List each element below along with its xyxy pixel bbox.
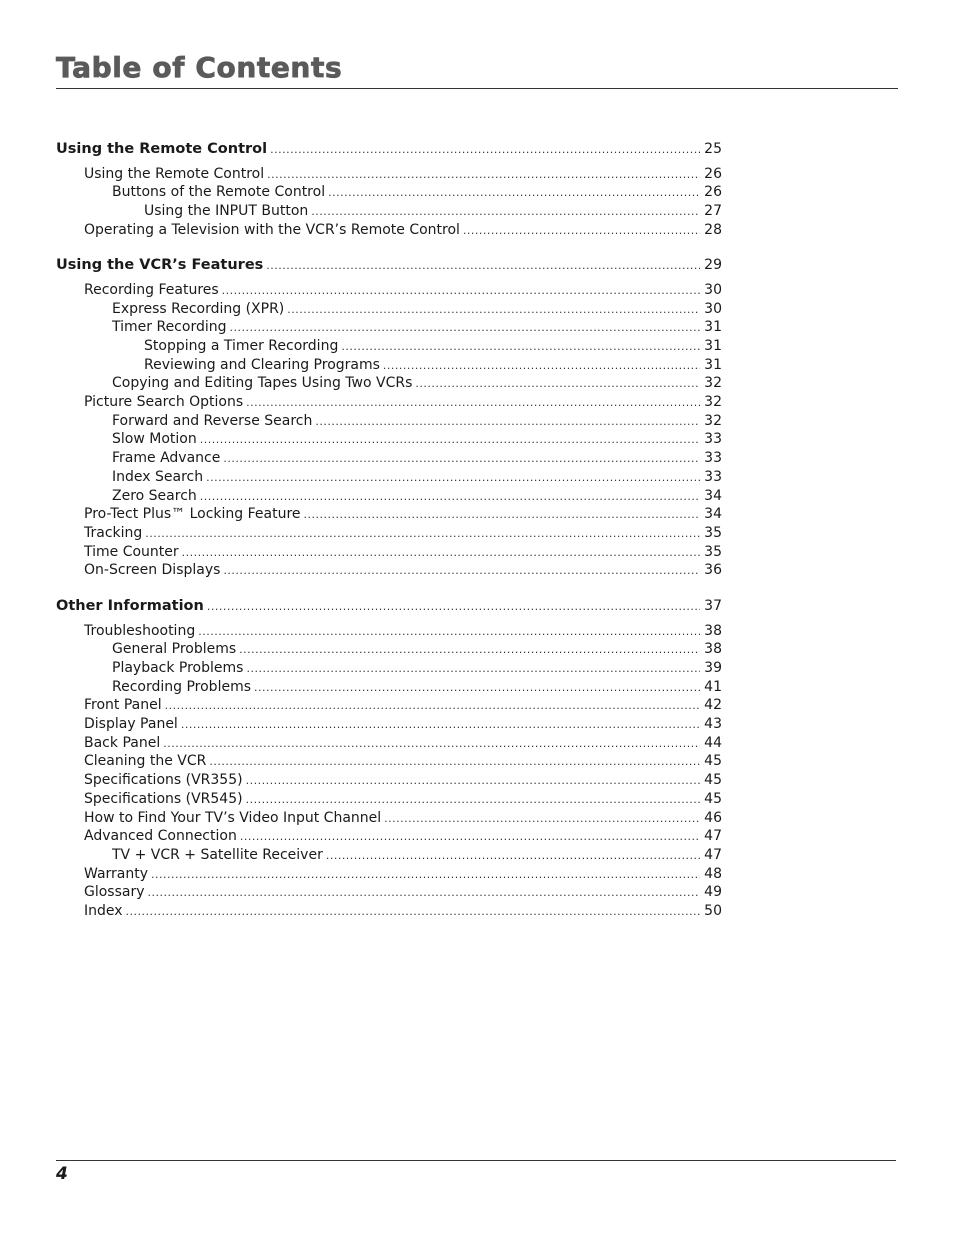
- toc-entry[interactable]: [112, 412, 722, 431]
- dot-leader: [239, 640, 700, 659]
- dot-leader: [181, 715, 700, 734]
- dot-leader: [223, 449, 700, 468]
- toc-entry-page: 46: [704, 809, 722, 826]
- toc-entry[interactable]: [84, 752, 722, 771]
- toc-section-heading[interactable]: [56, 256, 722, 275]
- toc-entry-page: 45: [704, 790, 722, 807]
- toc-entry[interactable]: [84, 165, 722, 184]
- dot-leader: [230, 318, 701, 337]
- toc-entry[interactable]: [84, 827, 722, 846]
- dot-leader: [223, 561, 700, 580]
- toc-entry-title: Specifications (VR545): [84, 790, 243, 807]
- toc-entry-page: 47: [704, 846, 722, 863]
- toc-entry[interactable]: [112, 678, 722, 697]
- toc-entry-title: Other Information: [56, 598, 204, 614]
- toc-entry-page: 34: [704, 487, 722, 504]
- toc-entry-title: Index Search: [112, 468, 204, 485]
- dot-leader: [198, 622, 700, 641]
- dot-leader: [311, 202, 700, 221]
- toc-entry-page: 25: [704, 141, 722, 157]
- toc-entry-page: 31: [704, 356, 722, 373]
- toc-section-heading[interactable]: [56, 597, 722, 616]
- toc-entry[interactable]: [84, 883, 722, 902]
- toc-entry-page: 47: [704, 828, 722, 845]
- toc-entry-page: 45: [704, 753, 722, 770]
- toc-entry-page: 33: [704, 450, 722, 467]
- toc-entry[interactable]: [84, 561, 722, 580]
- toc-entry-page: 29: [704, 257, 722, 274]
- toc-entry-page: 32: [704, 375, 722, 392]
- toc-entry[interactable]: [84, 543, 722, 562]
- toc-entry[interactable]: [84, 505, 722, 524]
- dot-leader: [463, 221, 700, 240]
- toc-entry-page: 26: [704, 165, 722, 182]
- toc-entry-title: Express Recording (XPR): [112, 300, 285, 317]
- toc-entry-title: Buttons of the Remote Control: [112, 184, 326, 201]
- dot-leader: [148, 883, 701, 902]
- toc-entry[interactable]: [84, 281, 722, 300]
- dot-leader: [182, 543, 701, 562]
- toc-entry-title: Frame Advance: [112, 450, 221, 467]
- toc-entry-title: Front Panel: [84, 697, 162, 714]
- dot-leader: [267, 165, 700, 184]
- toc-entry-title: On-Screen Displays: [84, 562, 221, 579]
- toc-entry[interactable]: [84, 622, 722, 641]
- toc-section-heading[interactable]: [56, 140, 722, 159]
- dot-leader: [287, 300, 700, 319]
- toc-entry[interactable]: [84, 393, 722, 412]
- toc-entry-title: Timer Recording: [112, 319, 227, 336]
- dot-leader: [200, 487, 700, 506]
- toc-entry-title: Tracking: [84, 524, 143, 541]
- toc-entry-title: Slow Motion: [112, 431, 197, 448]
- dot-leader: [246, 771, 701, 790]
- toc-entry[interactable]: [84, 734, 722, 753]
- toc-entry[interactable]: [112, 183, 722, 202]
- toc-entry-title: Playback Problems: [112, 659, 244, 676]
- toc-entry-title: Warranty: [84, 865, 149, 882]
- dot-leader: [328, 183, 700, 202]
- toc-entry-title: TV + VCR + Satellite Receiver: [112, 846, 323, 863]
- toc-entry-page: 44: [704, 734, 722, 751]
- toc-entry-title: How to Find Your TV’s Video Input Channel: [84, 809, 382, 826]
- toc-entry-page: 32: [704, 412, 722, 429]
- toc-entry-title: General Problems: [112, 641, 237, 658]
- toc-entry-page: 30: [704, 300, 722, 317]
- toc-entry[interactable]: [84, 809, 722, 828]
- dot-leader: [326, 846, 700, 865]
- dot-leader: [246, 393, 700, 412]
- toc-entry-page: 28: [704, 221, 722, 238]
- toc-entry-title: Using the INPUT Button: [144, 202, 309, 219]
- toc-entry-title: Back Panel: [84, 734, 161, 751]
- toc-entry[interactable]: [112, 468, 722, 487]
- toc-entry-title: Zero Search: [112, 487, 197, 504]
- toc-entry-title: Recording Problems: [112, 678, 252, 695]
- toc-entry-title: Using the Remote Control: [56, 141, 268, 157]
- toc-entry-page: 49: [704, 884, 722, 901]
- toc-entry[interactable]: [144, 202, 722, 221]
- toc-entry-title: Using the Remote Control: [84, 165, 265, 182]
- toc-entry[interactable]: [84, 524, 722, 543]
- toc-entry[interactable]: [112, 659, 722, 678]
- toc-entry[interactable]: [112, 449, 722, 468]
- dot-leader: [383, 356, 700, 375]
- toc-entry-title: Copying and Editing Tapes Using Two VCRs: [112, 375, 413, 392]
- dot-leader: [384, 809, 700, 828]
- toc-entry[interactable]: [112, 318, 722, 337]
- toc-entry-page: 37: [704, 598, 722, 614]
- toc-entry-title: Recording Features: [84, 281, 219, 298]
- toc-entry-title: Glossary: [84, 884, 145, 901]
- toc-entry[interactable]: [84, 696, 722, 715]
- toc-entry-title: Display Panel: [84, 716, 178, 732]
- toc-entry-page: 48: [704, 865, 722, 882]
- page-number: 4: [56, 1164, 68, 1184]
- toc-entry[interactable]: [84, 771, 722, 790]
- dot-leader: [246, 659, 700, 678]
- dot-leader: [209, 752, 700, 771]
- toc-entry-page: 35: [704, 543, 722, 560]
- toc-entry[interactable]: [84, 221, 722, 240]
- toc-entry-page: 35: [704, 524, 722, 541]
- toc-entry-title: Picture Search Options: [84, 394, 244, 410]
- toc-entry-page: 33: [704, 468, 722, 485]
- toc-entry-page: 43: [704, 716, 722, 732]
- dot-leader: [145, 524, 700, 543]
- toc-entry-title: Operating a Television with the VCR’s Remote Control: [84, 221, 460, 238]
- toc-entry-title: Advanced Connection: [84, 828, 237, 845]
- toc-entry[interactable]: [112, 846, 722, 865]
- dot-leader: [151, 865, 700, 884]
- toc-entry-page: 36: [704, 562, 722, 579]
- dot-leader: [341, 337, 700, 356]
- dot-leader: [126, 902, 701, 921]
- toc-entry[interactable]: [112, 300, 722, 319]
- toc-entry-page: 42: [704, 697, 722, 714]
- toc-entry-page: 31: [704, 319, 722, 336]
- footer-divider: [56, 1160, 896, 1161]
- toc-entry-title: Specifications (VR355): [84, 772, 243, 789]
- dot-leader: [163, 734, 700, 753]
- toc-entry-page: 32: [704, 394, 722, 410]
- dot-leader: [254, 678, 700, 697]
- dot-leader: [222, 281, 701, 300]
- toc-entry-page: 38: [704, 641, 722, 658]
- toc-entry[interactable]: [144, 337, 722, 356]
- dot-leader: [206, 468, 700, 487]
- toc-entry-page: 27: [704, 202, 722, 219]
- dot-leader: [304, 505, 701, 524]
- toc-entry[interactable]: [144, 356, 722, 375]
- dot-leader: [415, 374, 700, 393]
- toc-entry-page: 33: [704, 431, 722, 448]
- toc-entry-title: Cleaning the VCR: [84, 753, 207, 770]
- dot-leader: [165, 696, 701, 715]
- toc-entry[interactable]: [84, 902, 722, 921]
- toc-entry-title: Index: [84, 903, 123, 919]
- toc-entry-title: Pro-Tect Plus™ Locking Feature: [84, 506, 301, 523]
- toc-entry-page: 38: [704, 622, 722, 639]
- toc-entry-page: 34: [704, 506, 722, 523]
- dot-leader: [246, 790, 701, 809]
- toc-entry-title: Reviewing and Clearing Programs: [144, 356, 380, 373]
- toc-entry-title: Troubleshooting: [84, 622, 196, 639]
- toc-entry[interactable]: [112, 374, 722, 393]
- toc-entry-title: Time Counter: [84, 543, 179, 560]
- dot-leader: [270, 140, 700, 159]
- toc-entry[interactable]: [112, 640, 722, 659]
- dot-leader: [200, 430, 700, 449]
- toc-entry-page: 31: [704, 337, 722, 354]
- dot-leader: [240, 827, 700, 846]
- dot-leader: [315, 412, 700, 431]
- dot-leader: [266, 256, 700, 275]
- toc-entry-page: 39: [704, 659, 722, 676]
- toc-entry-page: 41: [704, 678, 722, 695]
- toc-entry[interactable]: [84, 790, 722, 809]
- toc-entry-page: 26: [704, 184, 722, 201]
- toc-entry-title: Stopping a Timer Recording: [144, 337, 339, 354]
- toc-entry-title: Forward and Reverse Search: [112, 412, 313, 429]
- toc-entry[interactable]: [112, 487, 722, 506]
- toc-entry[interactable]: [112, 430, 722, 449]
- toc-entry-title: Using the VCR’s Features: [56, 257, 264, 274]
- toc-entry[interactable]: [84, 715, 722, 734]
- toc-entry-page: 50: [704, 903, 722, 919]
- dot-leader: [207, 597, 700, 616]
- page-title: Table of Contents: [56, 51, 343, 84]
- toc-entry-page: 30: [704, 281, 722, 298]
- toc-entry-page: 45: [704, 772, 722, 789]
- toc-entry[interactable]: [84, 865, 722, 884]
